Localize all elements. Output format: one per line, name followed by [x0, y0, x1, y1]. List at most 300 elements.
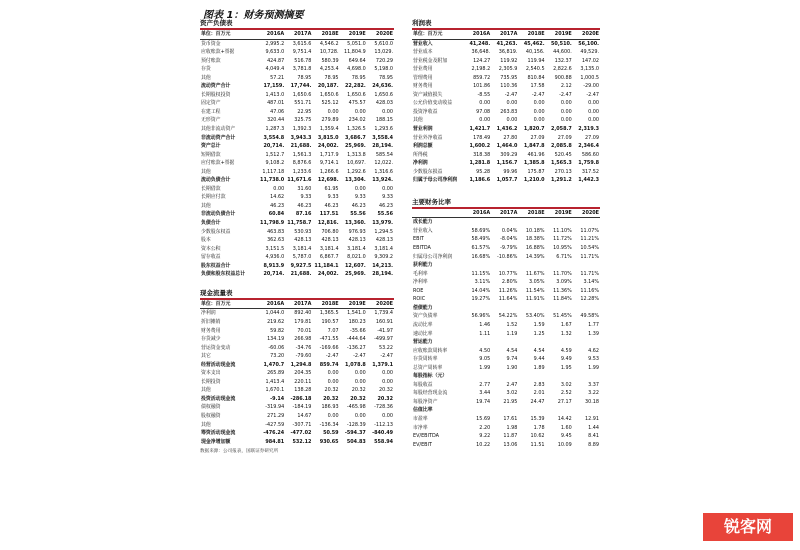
cell-value: 13,029.	[374, 49, 393, 56]
cell-value: 9.33	[327, 194, 339, 201]
cell-value: 25,969.	[345, 143, 366, 150]
cell-value: 186.93	[321, 404, 339, 411]
cell-value: 706.80	[321, 228, 339, 235]
cell-value: 11,671.6	[287, 177, 312, 184]
cell-value: 178.49	[473, 134, 491, 141]
row-label: 获利能力	[413, 262, 433, 269]
cell-value: -477.02	[290, 430, 312, 437]
row-label: ROIC	[413, 296, 426, 303]
cell-value: 11.54%	[525, 287, 545, 294]
cell-value: 520.45	[554, 151, 572, 158]
cell-value: 6.71%	[556, 253, 572, 260]
cell-value: 219.62	[267, 318, 285, 325]
cell-value: 17,744.	[290, 83, 312, 90]
table-row	[200, 125, 394, 134]
table-row	[200, 57, 394, 66]
cell-value: 14.42	[557, 415, 572, 422]
row-label: 长期借款	[201, 185, 221, 192]
cell-value: 1,600.2	[469, 143, 491, 150]
cell-value: 0.00	[588, 100, 599, 107]
row-label: 每股收益	[413, 381, 433, 388]
cell-value: 810.84	[527, 74, 545, 81]
row-label: 存货	[201, 66, 211, 73]
row-label: 净利率	[413, 279, 428, 286]
cell-value: 3,181.4	[374, 245, 393, 252]
table-row	[200, 202, 394, 211]
table-row	[200, 352, 394, 361]
cell-value: 3,181.4	[347, 245, 366, 252]
cell-value: 50,510.	[551, 40, 572, 47]
table-header-row	[200, 30, 394, 39]
row-label: 投资活动现金流	[201, 395, 236, 402]
cell-value	[518, 218, 545, 227]
cell-value: 13.06	[503, 441, 518, 448]
cell-value: 24.47	[530, 398, 545, 405]
cell-value: 4.62	[588, 347, 599, 354]
cell-value: 190.57	[321, 318, 339, 325]
cell-value: 0.00	[560, 117, 572, 124]
table-header-row	[412, 30, 600, 39]
table-row	[412, 99, 600, 108]
row-label: 毛利率	[413, 270, 428, 277]
table-row	[200, 386, 394, 395]
cell-value: -29.00	[583, 83, 599, 90]
cell-value: 55.56	[377, 211, 393, 218]
cell-value: 525.12	[321, 100, 339, 107]
cell-value: -286.18	[290, 395, 312, 402]
cell-value: 234.02	[348, 117, 366, 124]
cell-value: 0.00	[533, 117, 545, 124]
row-label: 其他非流动资产	[201, 126, 236, 133]
cell-value: 270.13	[554, 168, 572, 175]
cell-value: 20.32	[323, 395, 339, 402]
cell-value: 0.00	[533, 100, 545, 107]
row-label: 净利润	[201, 310, 216, 317]
cell-value: 4,936.0	[265, 254, 285, 261]
row-label: 营业利润	[413, 126, 433, 133]
cell-value: 5,787.0	[292, 254, 312, 261]
cell-value: 2.01	[533, 390, 545, 397]
cell-value: 9.22	[479, 433, 491, 440]
cell-value: 11.87	[503, 433, 518, 440]
cell-value: 1,413.4	[265, 378, 285, 385]
table-row	[200, 228, 394, 237]
cell-value: 41,248.	[469, 40, 491, 47]
cell-value: 6,867.7	[319, 254, 339, 261]
cell-value: 3,815.0	[317, 134, 339, 141]
column-header-year: 2017A	[491, 30, 518, 39]
cell-value: 51.45%	[553, 313, 572, 320]
cell-value: 1,078.8	[345, 361, 366, 368]
cell-value	[491, 304, 518, 313]
cell-value: 1.89	[533, 364, 545, 371]
table-row	[412, 347, 600, 356]
cell-value: 59.82	[270, 327, 285, 334]
source-note: 数据来源：公司报表，国联证券研究所	[200, 449, 279, 455]
cell-value: 9,309.2	[374, 254, 393, 261]
cell-value: 20.32	[377, 395, 393, 402]
cell-value: 1,670.1	[265, 387, 285, 394]
column-header-year: 2017A	[285, 30, 312, 39]
cell-value: 9,927.5	[290, 262, 312, 269]
cell-value: 41,263.	[496, 40, 518, 47]
cell-value	[518, 372, 545, 381]
cell-value: 5,610.0	[374, 40, 393, 47]
cell-value: 530.93	[294, 228, 312, 235]
table-row	[412, 381, 600, 390]
cell-value: 11.71%	[580, 270, 599, 277]
cell-value: 2,058.7	[551, 126, 572, 133]
cell-value: 180.23	[348, 318, 366, 325]
row-label: 总资产周转率	[413, 364, 443, 371]
cell-value: 504.83	[346, 438, 366, 445]
cell-value: 27.09	[584, 134, 599, 141]
row-label: 所得税	[413, 151, 428, 158]
cell-value: 25,969.	[345, 271, 366, 278]
cell-value	[518, 338, 545, 347]
table-row	[412, 330, 600, 339]
table-row	[412, 82, 600, 91]
cell-value: 279.89	[321, 117, 339, 124]
cell-value: 18.38%	[525, 236, 545, 243]
cell-value: 1,847.8	[523, 143, 545, 150]
table-row	[412, 287, 600, 296]
cell-value: 11.70%	[553, 270, 572, 277]
cell-value: 580.39	[321, 57, 339, 64]
cell-value: 55.56	[350, 211, 366, 218]
cell-value: 2.77	[479, 381, 491, 388]
cell-value: 27.17	[557, 398, 572, 405]
cell-value: 1,442.3	[578, 177, 599, 184]
cell-value: 119.92	[500, 57, 518, 64]
cell-value: 1,233.6	[292, 168, 312, 175]
cell-value: 1,759.8	[578, 160, 599, 167]
column-header-year: 2020E	[367, 300, 394, 309]
cell-value: 20,187.	[317, 83, 339, 90]
cell-value: 134.19	[267, 336, 285, 343]
cell-value: 1.19	[506, 330, 518, 337]
cell-value: 1.99	[588, 364, 599, 371]
table-row	[412, 151, 600, 160]
cell-value: 16.68%	[471, 253, 491, 260]
cell-value: -2.47	[531, 91, 545, 98]
cell-value: 1,000.5	[580, 74, 599, 81]
cell-value: 0.00	[354, 185, 366, 192]
cell-value: 10.95%	[553, 245, 572, 252]
cell-value: -9.79%	[500, 245, 518, 252]
cell-value: 11,798.9	[260, 220, 285, 227]
cell-value: 21,688.	[290, 143, 312, 150]
watermark-logo: 锐客网	[703, 513, 793, 541]
column-header-unit	[412, 209, 464, 218]
table-row	[200, 253, 394, 262]
cell-value: 3.11%	[474, 279, 491, 286]
cell-value: 3.37	[588, 381, 599, 388]
cell-value: -594.37	[344, 430, 366, 437]
cell-value: 3.02	[506, 390, 518, 397]
cell-value: 13,924.	[372, 177, 393, 184]
row-label: 资产总计	[201, 143, 221, 150]
column-header-year: 2017A	[491, 209, 518, 218]
cell-value: 2.47	[506, 381, 518, 388]
table-row	[200, 74, 394, 83]
cell-value: 46.23	[324, 202, 339, 209]
row-label: 营业税金及附加	[413, 57, 448, 64]
cell-value: 3,781.8	[292, 66, 312, 73]
cell-value	[546, 261, 573, 270]
cell-value: 16.88%	[525, 245, 545, 252]
cell-value: 27.09	[557, 134, 572, 141]
cell-value: -9.14	[270, 395, 285, 402]
table-row	[200, 344, 394, 353]
cell-value: 20.32	[350, 395, 366, 402]
table-row	[412, 406, 600, 415]
cell-value: 95.28	[476, 168, 491, 175]
cell-value: 30.18	[584, 398, 599, 405]
table-row	[200, 438, 394, 447]
cell-value: 78.95	[378, 74, 393, 81]
cell-value: -128.39	[346, 421, 366, 428]
cell-value: 9.49	[560, 356, 572, 363]
cell-value: 3,151.5	[265, 245, 285, 252]
cell-value: -2.47	[504, 91, 518, 98]
cell-value: 56.96%	[471, 313, 491, 320]
cell-value: 8,021.0	[347, 254, 366, 261]
cell-value: 325.75	[294, 117, 312, 124]
cell-value: 9,108.2	[265, 160, 285, 167]
table-row	[412, 312, 600, 321]
cell-value: 586.60	[581, 151, 599, 158]
row-label: 筹资活动现金流	[201, 430, 236, 437]
cell-value: 124.27	[473, 57, 491, 64]
cell-value: 930.65	[319, 438, 339, 445]
cell-value: 46.23	[270, 202, 285, 209]
cell-value: 11.67%	[525, 270, 545, 277]
income-statement-table	[412, 30, 600, 185]
row-label: 归属母公司净利润	[413, 253, 453, 260]
cell-value: 1,385.8	[523, 160, 545, 167]
cell-value: 1,470.7	[263, 361, 285, 368]
cell-value: 12.91	[584, 415, 599, 422]
cell-value: -112.13	[374, 421, 393, 428]
row-label: 债权融资	[201, 404, 221, 411]
row-label: EBIT	[413, 236, 424, 243]
table-row	[200, 48, 394, 57]
column-header-year: 2018E	[312, 300, 339, 309]
cell-value: 10.09	[557, 441, 572, 448]
cell-value: 12,816.	[317, 220, 339, 227]
cell-value: 15.39	[530, 415, 545, 422]
cell-value: 428.13	[375, 237, 393, 244]
cell-value: -307.71	[292, 421, 312, 428]
table-row	[200, 185, 394, 194]
cell-value: -136.27	[346, 344, 366, 351]
row-label: 非流动资产合计	[201, 134, 236, 141]
row-label: 流动负债合计	[201, 177, 231, 184]
cell-value: 320.44	[267, 117, 285, 124]
cell-value: 428.13	[348, 237, 366, 244]
table-header-row	[200, 300, 394, 309]
cell-value: 27.80	[503, 134, 518, 141]
cell-value: 1,057.7	[496, 177, 518, 184]
cell-value: 1.77	[588, 321, 599, 328]
table-row	[200, 193, 394, 202]
cell-value: 17.61	[503, 415, 518, 422]
cell-value: 11.36%	[553, 287, 572, 294]
cell-value: 220.11	[294, 378, 312, 385]
cell-value: 21,688.	[290, 271, 312, 278]
cell-value: 78.95	[297, 74, 312, 81]
cell-value: 3.44	[479, 390, 491, 397]
cell-value: 11,184.1	[314, 262, 339, 269]
row-label: 存货周转率	[413, 356, 438, 363]
cell-value: -728.36	[374, 404, 393, 411]
cell-value: -10.86%	[496, 253, 518, 260]
table-row	[200, 176, 394, 185]
table-row	[200, 403, 394, 412]
column-header-year: 2016A	[464, 209, 491, 218]
cell-value: 10.77%	[498, 270, 518, 277]
row-label: 营业外净收益	[413, 134, 443, 141]
cell-value: 3,181.4	[319, 245, 339, 252]
cell-value	[518, 304, 545, 313]
cell-value	[573, 338, 600, 347]
cell-value: 735.95	[500, 74, 518, 81]
cell-value: -169.66	[319, 344, 339, 351]
cell-value	[546, 338, 573, 347]
cell-value: 9.33	[300, 194, 312, 201]
row-label: 资产减值损失	[413, 91, 443, 98]
table-row	[412, 57, 600, 66]
cell-value: 8.89	[588, 441, 599, 448]
cell-value: 1,365.5	[319, 310, 339, 317]
cell-value: 1,210.0	[523, 177, 545, 184]
row-label: 成长能力	[413, 219, 433, 226]
cell-value: 53.40%	[525, 313, 545, 320]
cell-value	[464, 304, 491, 313]
cell-value: 0.00	[354, 378, 366, 385]
cell-value: 11.15%	[471, 270, 491, 277]
table-row	[412, 304, 600, 313]
cell-value: 3.02	[560, 381, 572, 388]
cell-value	[573, 218, 600, 227]
cell-value: 10.22	[476, 441, 491, 448]
row-label: EV/EBIT	[413, 441, 432, 448]
cell-value: 11,804.9	[343, 49, 366, 56]
column-header-unit: 单位：百万元	[200, 30, 258, 39]
cell-value: 12,022.	[374, 160, 393, 167]
table-row	[200, 245, 394, 254]
cell-value: 1,287.3	[265, 126, 285, 133]
cell-value: 4.50	[479, 347, 491, 354]
cell-value: -2.47	[380, 353, 393, 360]
cell-value: 0.00	[382, 370, 393, 377]
cell-value: 1.52	[506, 321, 518, 328]
cell-value: 20,714.	[263, 271, 285, 278]
cell-value: 13,304.	[345, 177, 366, 184]
cell-value: 0.00	[479, 100, 491, 107]
table-row	[412, 227, 600, 236]
cell-value: 3,135.0	[580, 66, 599, 73]
cell-value: 179.81	[294, 318, 312, 325]
table-row	[200, 134, 394, 143]
row-label: 股本	[201, 237, 211, 244]
cell-value: 4.54	[533, 347, 545, 354]
cell-value: 20.32	[351, 387, 366, 394]
cell-value: 11.10%	[553, 227, 572, 234]
row-label: 资本支出	[201, 370, 221, 377]
row-label: 其他	[201, 387, 211, 394]
table-row	[200, 327, 394, 336]
cell-value: 0.00	[506, 117, 518, 124]
cell-value: 14.62	[270, 194, 285, 201]
row-label: 每股指标（元）	[413, 373, 448, 380]
row-label: 其他	[201, 74, 211, 81]
cell-value: 0.00	[273, 185, 285, 192]
row-label: 流动比率	[413, 321, 433, 328]
figure-title: 图表 1：财务预测摘要	[203, 10, 304, 21]
table-row	[200, 361, 394, 370]
row-label: 无形资产	[201, 117, 221, 124]
cell-value: 2.83	[533, 381, 545, 388]
cell-value: 10,697.	[347, 160, 366, 167]
cell-value: 117.51	[319, 211, 339, 218]
cell-value: 0.00	[354, 370, 366, 377]
cell-value: -427.59	[265, 421, 285, 428]
cell-value	[491, 406, 518, 415]
row-label: 营业费用	[413, 66, 433, 73]
cell-value: 3,686.7	[345, 134, 366, 141]
cell-value: 54.22%	[498, 313, 518, 320]
cell-value: -35.66	[349, 327, 366, 334]
income-statement-title: 利润表	[412, 18, 600, 30]
table-row	[200, 210, 394, 219]
row-label: 存货减少	[201, 336, 221, 343]
cell-value: 1.32	[560, 330, 572, 337]
cell-value: 2.12	[560, 83, 572, 90]
row-label: 流动资产合计	[201, 83, 231, 90]
cell-value: 0.00	[327, 412, 339, 419]
cell-value	[546, 304, 573, 313]
row-label: 偿债能力	[413, 304, 433, 311]
cell-value: 11.71%	[580, 253, 599, 260]
row-label: 资产负债率	[413, 313, 438, 320]
cell-value: -476.24	[263, 430, 285, 437]
cell-value: 463.83	[267, 228, 285, 235]
row-label: 公允价值变动收益	[413, 100, 453, 107]
row-label: 管理费用	[413, 74, 433, 81]
cell-value: 44,600.	[553, 49, 572, 56]
row-label: 投资净收益	[413, 108, 438, 115]
row-label: 股权融资	[201, 412, 221, 419]
row-label: 留存收益	[201, 254, 221, 261]
cell-value: 9.45	[560, 433, 572, 440]
cell-value: 28,194.	[372, 143, 393, 150]
cell-value: 1.90	[506, 364, 518, 371]
cell-value: 188.15	[375, 117, 393, 124]
cell-value: 859.72	[473, 74, 491, 81]
cell-value: 11.72%	[553, 236, 572, 243]
cell-value	[464, 372, 491, 381]
cell-value: 1,413.0	[265, 91, 285, 98]
cell-value: 9.05	[479, 356, 491, 363]
cell-value: 3,181.4	[292, 245, 312, 252]
cell-value: 0.00	[588, 117, 599, 124]
row-label: 其他	[413, 117, 423, 124]
row-label: 其他	[201, 421, 211, 428]
column-header-unit: 单位：百万元	[200, 300, 258, 309]
row-label: 市盈率	[413, 415, 428, 422]
